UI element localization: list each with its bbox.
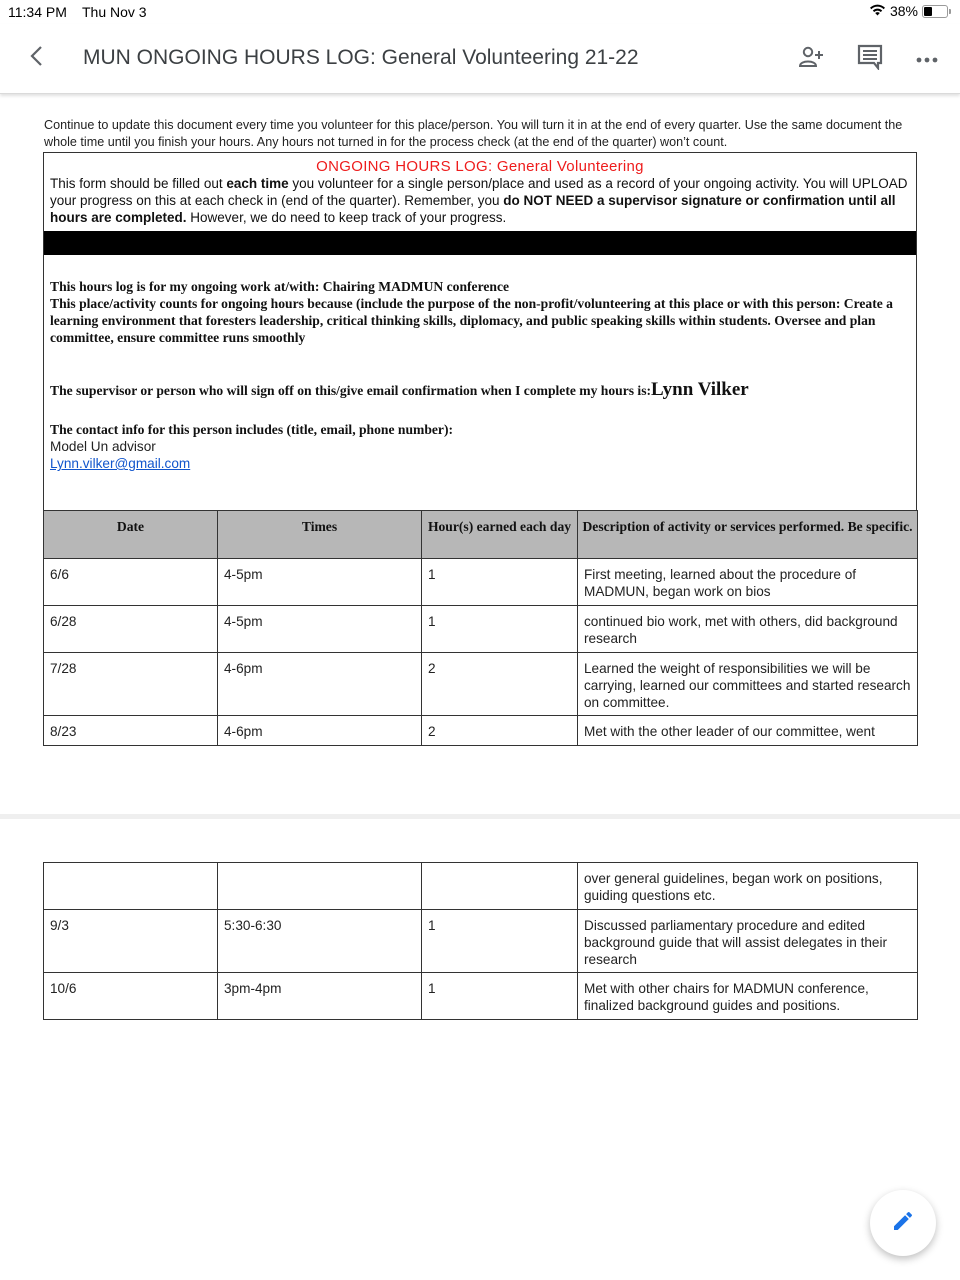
cell-description: Discussed parliamentary procedure and edited background guide that will assist delegates in their research — [578, 910, 918, 973]
work-description — [50, 278, 910, 346]
status-indicators — [869, 3, 948, 19]
header-times: Times — [218, 511, 422, 559]
work-line: This hours log is for my ongoing work at/with: Chairing MADMUN conference — [50, 279, 510, 294]
comment-icon — [857, 44, 883, 75]
status-bar — [0, 0, 960, 24]
supervisor-name: Lynn Vilker — [651, 379, 749, 400]
cell-description: First meeting, learned about the procedure of MADMUN, began work on bios — [578, 559, 918, 606]
cell-hours: 2 — [422, 653, 578, 716]
cell-times — [218, 863, 422, 910]
battery-icon — [922, 5, 948, 18]
cell-times: 5:30-6:30 — [218, 910, 422, 973]
edit-pencil-icon — [891, 1209, 915, 1238]
contact-title: Model Un advisor — [50, 439, 156, 454]
share-button[interactable] — [797, 44, 827, 74]
cell-date: 7/28 — [44, 653, 218, 716]
table-row — [44, 716, 918, 746]
status-date: Thu Nov 3 — [82, 4, 147, 20]
cell-description: Met with the other leader of our committee, went — [578, 716, 918, 746]
cell-description: over general guidelines, began work on positions, guiding questions etc. — [578, 863, 918, 910]
table-row — [44, 910, 918, 973]
header-hours: Hour(s) earned each day — [422, 511, 578, 559]
cell-description: Met with other chairs for MADMUN conference, finalized background guides and positions. — [578, 973, 918, 1020]
header-description: Description of activity or services performed. Be specific. — [578, 511, 918, 559]
table-row — [44, 606, 918, 653]
cell-times: 4-5pm — [218, 559, 422, 606]
back-icon — [29, 45, 43, 72]
cell-hours: 2 — [422, 716, 578, 746]
hours-log-table-continued — [43, 862, 918, 1020]
cell-hours — [422, 863, 578, 910]
cell-hours: 1 — [422, 910, 578, 973]
table-header-row — [44, 511, 918, 559]
header-date: Date — [44, 511, 218, 559]
add-person-icon — [798, 45, 826, 74]
document-page-1[interactable] — [0, 100, 960, 814]
cell-times: 3pm-4pm — [218, 973, 422, 1020]
cell-date — [44, 863, 218, 910]
cell-hours: 1 — [422, 973, 578, 1020]
contact-email-link[interactable]: Lynn.vilker@gmail.com — [50, 456, 191, 471]
cell-date: 8/23 — [44, 716, 218, 746]
document-title: MUN ONGOING HOURS LOG: General Volunteering 21-22 — [83, 46, 639, 69]
more-options-button[interactable] — [912, 44, 942, 74]
back-button[interactable] — [22, 44, 50, 72]
table-row — [44, 653, 918, 716]
cell-times: 4-6pm — [218, 716, 422, 746]
contact-label: The contact info for this person includes (title, email, phone number): — [50, 422, 454, 437]
cell-times: 4-5pm — [218, 606, 422, 653]
intro-text: Continue to update this document every time you volunteer for this place/person. You will turn it in at the end of every quarter. Use the same document the whole time until you finish your hours. Any hours not turned in for the process check (at the end of the quarter) won’t count. — [44, 118, 903, 149]
comments-button[interactable] — [855, 44, 885, 74]
battery-percent: 38% — [889, 3, 918, 19]
wifi-icon — [869, 3, 886, 19]
table-row — [44, 559, 918, 606]
cell-description: Learned the weight of responsibilities we will be carrying, learned our committees and started research on committee. — [578, 653, 918, 716]
hours-log-table — [43, 510, 918, 746]
cell-date: 10/6 — [44, 973, 218, 1020]
cell-date: 9/3 — [44, 910, 218, 973]
app-bar — [0, 24, 960, 94]
status-time: 11:34 PM — [8, 4, 67, 20]
form-title: ONGOING HOURS LOG: General Volunteering — [316, 158, 644, 175]
cell-date: 6/28 — [44, 606, 218, 653]
cell-description: continued bio work, met with others, did background research — [578, 606, 918, 653]
black-divider-band — [44, 231, 916, 255]
table-row — [44, 863, 918, 910]
cell-hours: 1 — [422, 606, 578, 653]
more-icon — [916, 50, 938, 68]
form-description: This form should be filled out each time you volunteer for a single person/place and used as a record of your ongoing activity. You will UPLOAD your progress on this at each check in (end of the quarter). Remember, you do NOT NEED a supervisor signature or confirmation until all hours are completed. However, we do need to keep track of your progress. — [50, 176, 908, 225]
table-row — [44, 973, 918, 1020]
supervisor-line: The supervisor or person who will sign off on this/give email confirmation when I complete my hours is:Lynn Vilker — [50, 379, 749, 400]
cell-times: 4-6pm — [218, 653, 422, 716]
document-page-2[interactable] — [0, 819, 960, 1280]
edit-fab-button[interactable] — [870, 1190, 936, 1256]
cell-hours: 1 — [422, 559, 578, 606]
purpose-line: This place/activity counts for ongoing hours because (include the purpose of the non-profit/volunteering at this place or with this person: Create a learning environment that foresters leadership, critical thinking skills, diplomacy, and public speaking skills within students. Oversee and plan committee, ensure committee runs smoothly — [50, 296, 893, 345]
cell-date: 6/6 — [44, 559, 218, 606]
form-box — [43, 152, 917, 512]
